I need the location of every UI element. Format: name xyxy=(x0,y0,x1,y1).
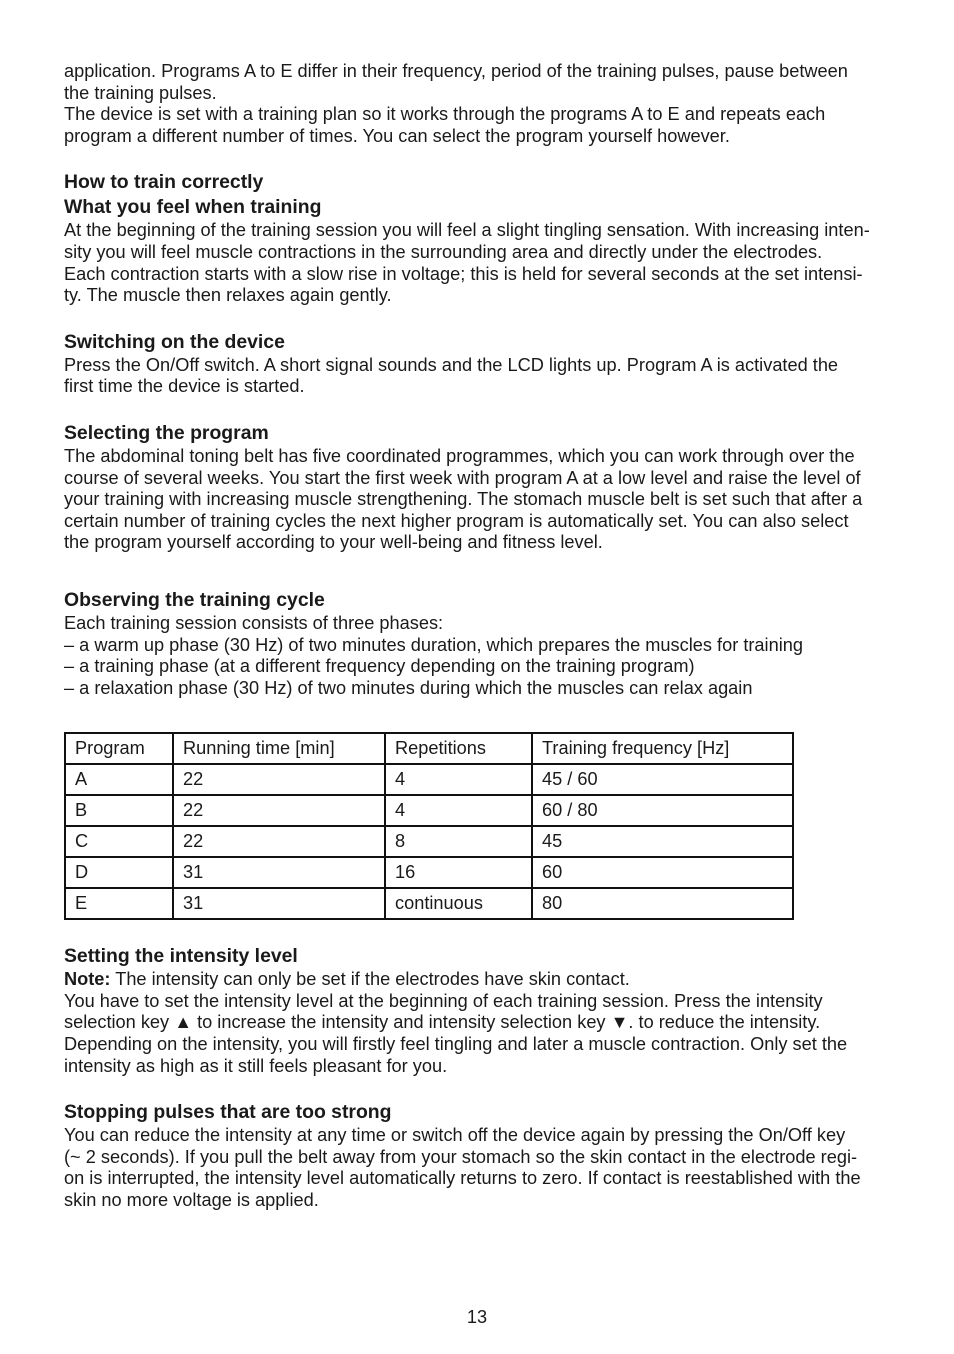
section-stopping-pulses xyxy=(64,1100,894,1211)
table-cell: 45 xyxy=(532,826,793,857)
table-header-cell: Program xyxy=(65,733,173,764)
section-heading: Selecting the program xyxy=(64,421,269,444)
intro-line: The device is set with a training plan so it works through the programs A to E and repeats each xyxy=(64,104,826,125)
text-fragment: to increase the intensity and intensity selection key xyxy=(192,1012,611,1033)
table-header-cell: Repetitions xyxy=(385,733,532,764)
section-switching-on xyxy=(64,330,894,398)
body-line: You can reduce the intensity at any time or switch off the device again by pressing the On/Off key xyxy=(64,1125,846,1146)
page-content xyxy=(64,61,894,1212)
table-row xyxy=(65,857,793,888)
section-heading: How to train correctly xyxy=(64,171,264,194)
body-line: Each training session consists of three phases: xyxy=(64,612,444,633)
body-line: Depending on the intensity, you will firstly feel tingling and later a muscle contraction. Only set the xyxy=(64,1034,848,1055)
text-fragment: selection key xyxy=(64,1012,175,1033)
note-text: The intensity can only be set if the electrodes have skin contact. xyxy=(110,969,630,990)
table-cell: A xyxy=(65,764,173,795)
body-line: At the beginning of the training session you will feel a slight tingling sensation. With increasing inten- xyxy=(64,220,870,241)
section-heading: Switching on the device xyxy=(64,330,285,353)
arrow-up-icon: ▲ xyxy=(174,1012,193,1033)
table-row xyxy=(65,826,793,857)
section-heading: Stopping pulses that are too strong xyxy=(64,1101,392,1124)
section-heading: Observing the training cycle xyxy=(64,588,325,611)
table-row xyxy=(65,795,793,826)
body-line: the program yourself according to your well-being and fitness level. xyxy=(64,532,603,553)
body-line: on is interrupted, the intensity level automatically returns to zero. If contact is reestablished with the xyxy=(64,1168,861,1189)
body-line: your training with increasing muscle strengthening. The stomach muscle belt is set such that after a xyxy=(64,489,863,510)
body-line: certain number of training cycles the next higher program is automatically set. You can also select xyxy=(64,510,849,531)
table-cell: 80 xyxy=(532,888,793,919)
intro-line: application. Programs A to E differ in their frequency, period of the training pulses, pause between xyxy=(64,61,848,81)
section-training-cycle xyxy=(64,588,894,699)
table-header-cell: Running time [min] xyxy=(173,733,385,764)
body-line: first time the device is started. xyxy=(64,376,305,397)
body-line: You have to set the intensity level at the beginning of each training session. Press the intensity xyxy=(64,990,823,1011)
note-line xyxy=(64,969,894,991)
table-cell: 31 xyxy=(173,888,385,919)
table-row xyxy=(65,888,793,919)
intro-line: the training pulses. xyxy=(64,82,217,103)
table-cell: 22 xyxy=(173,764,385,795)
list-item: – a warm up phase (30 Hz) of two minutes duration, which prepares the muscles for training xyxy=(64,634,803,655)
section-heading: Setting the intensity level xyxy=(64,945,298,968)
table-cell: C xyxy=(65,826,173,857)
note-label: Note: xyxy=(64,969,111,990)
table-cell: 8 xyxy=(385,826,532,857)
table-row xyxy=(65,764,793,795)
table-header-row xyxy=(65,733,793,764)
table-cell: E xyxy=(65,888,173,919)
body-line: Each contraction starts with a slow rise in voltage; this is held for several seconds at the set intensi- xyxy=(64,263,863,284)
table-cell: 60 / 80 xyxy=(532,795,793,826)
table-cell: 16 xyxy=(385,857,532,888)
body-line xyxy=(64,1012,894,1034)
table-cell: 31 xyxy=(173,857,385,888)
list-item: – a training phase (at a different frequency depending on the training program) xyxy=(64,656,695,677)
program-table xyxy=(64,732,794,920)
section-train-correctly xyxy=(64,170,894,306)
intro-paragraph xyxy=(64,61,894,147)
section-intensity-level xyxy=(64,944,894,1077)
table-cell: D xyxy=(65,857,173,888)
body-line: skin no more voltage is applied. xyxy=(64,1190,319,1211)
table-cell: 4 xyxy=(385,764,532,795)
section-subheading: What you feel when training xyxy=(64,196,322,219)
section-selecting-program xyxy=(64,421,894,554)
body-line: intensity as high as it still feels pleasant for you. xyxy=(64,1055,448,1076)
text-fragment: . to reduce the intensity. xyxy=(628,1012,821,1033)
table-cell: continuous xyxy=(385,888,532,919)
table-header-cell: Training frequency [Hz] xyxy=(532,733,793,764)
body-line: The abdominal toning belt has five coordinated programmes, which you can work through over the xyxy=(64,445,855,466)
table-cell: 60 xyxy=(532,857,793,888)
intro-line: program a different number of times. You can select the program yourself however. xyxy=(64,125,730,146)
list-item: – a relaxation phase (30 Hz) of two minutes during which the muscles can relax again xyxy=(64,677,753,698)
page-number: 13 xyxy=(466,1307,488,1327)
body-line: course of several weeks. You start the first week with program A at a low level and raise the level of xyxy=(64,467,861,488)
body-line: ty. The muscle then relaxes again gently. xyxy=(64,285,392,306)
table-cell: 45 / 60 xyxy=(532,764,793,795)
body-line: (~ 2 seconds). If you pull the belt away from your stomach so the skin contact in the electrode regi- xyxy=(64,1146,858,1167)
table-cell: 22 xyxy=(173,826,385,857)
table-cell: B xyxy=(65,795,173,826)
arrow-down-icon: ▼ xyxy=(610,1012,629,1033)
body-line: sity you will feel muscle contractions in the surrounding area and directly under the electrodes. xyxy=(64,241,823,262)
body-line: Press the On/Off switch. A short signal sounds and the LCD lights up. Program A is activated the xyxy=(64,354,839,375)
table-cell: 4 xyxy=(385,795,532,826)
table-cell: 22 xyxy=(173,795,385,826)
